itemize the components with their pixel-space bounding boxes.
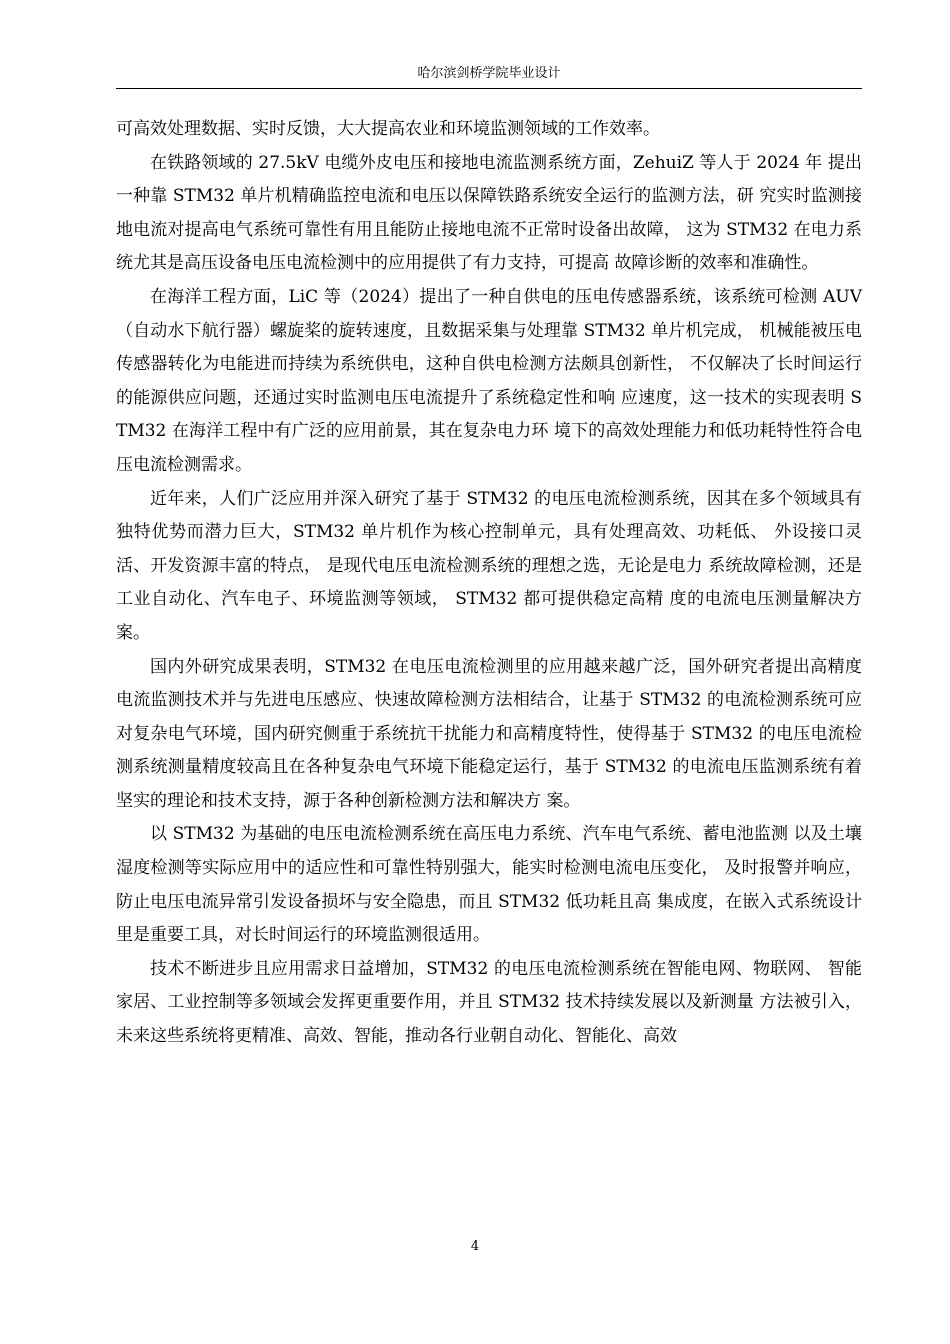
header-divider: [116, 88, 862, 89]
paragraph-domestic-foreign: 国内外研究成果表明，STM32 在电压电流检测里的应用越来越广泛，国外研究者提出高精度电流监测技术并与先进电压感应、快速故障检测方法相结合，让基于 STM32 的电流检测系统可应对复杂电气环境，国内研究侧重于系统抗干扰能力和高精度特性，使得基于 STM32 的电压电流检测系统测量精度较高且在各种复杂电气环境下能稳定运行，基于 STM32 的电流电压监测系统有着坚实的理论和技术支持，源于各种创新检测方法和解决方 案。: [116, 656, 862, 811]
paragraph-future-outlook: 技术不断进步且应用需求日益增加，STM32 的电压电流检测系统在智能电网、物联网、 智能家居、工业控制等多领域会发挥更重要作用，并且 STM32 技术持续发展以及新测量 方法被引入，未来这些系统将更精准、高效、智能，推动各行业朝自动化、智能化、高效: [116, 958, 862, 1047]
page-header-title: 哈尔滨剑桥学院毕业设计: [417, 66, 561, 81]
paragraph-applications: 以 STM32 为基础的电压电流检测系统在高压电力系统、汽车电气系统、蓄电池监测 以及土壤湿度检测等实际应用中的适应性和可靠性特别强大，能实时检测电流电压变化， 及时报警并响应，防止电压电流异常引发设备损坏与安全隐患，而且 STM32 低功耗且高 集成度，在嵌入式系统设计里是重要工具，对长时间运行的环境监测很适用。: [116, 824, 862, 946]
paragraph-continuation: 可高效处理数据、实时反馈，大大提高农业和环境监测领域的工作效率。: [116, 119, 660, 139]
paragraph-recent-research: 近年来，人们广泛应用并深入研究了基于 STM32 的电压电流检测系统，因其在多个领域具有独特优势而潜力巨大，STM32 单片机作为核心控制单元，具有处理高效、功耗低、 外设接口灵活、开发资源丰富的特点， 是现代电压电流检测系统的理想之选，无论是电力 系统故障检测，还是工业自动化、汽车电子、环境监测等领域， STM32 都可提供稳定高精 度的电流电压测量解决方案。: [116, 488, 862, 643]
paragraph-railway: 在铁路领域的 27.5kV 电缆外皮电压和接地电流监测系统方面，ZehuiZ 等人于 2024 年 提出一种靠 STM32 单片机精确监控电流和电压以保障铁路系统安全运行的监测方法，研 究实时监测接地电流对提高电气系统可靠性有用且能防止接地电流不正常时设备出故障， 这为 STM32 在电力系统尤其是高压设备电压电流检测中的应用提供了有力支持，可提高 故障诊断的效率和准确性。: [116, 152, 862, 274]
paragraph-ocean-engineering: 在海洋工程方面，LiC 等（2024）提出了一种自供电的压电传感器系统，该系统可检测 AUV（自动水下航行器）螺旋桨的旋转速度，且数据采集与处理靠 STM32 单片机完成， 机械能被压电传感器转化为电能进而持续为系统供电，这种自供电检测方法颇具创新性， 不仅解决了长时间运行的能源供应问题，还通过实时监测电压电流提升了系统稳定性和响 应速度，这一技术的实现表明 STM32 在海洋工程中有广泛的应用前景，其在复杂电力环 境下的高效处理能力和低功耗特性符合电压电流检测需求。: [116, 286, 862, 475]
body-text: [116, 113, 862, 1054]
page-number: 4: [470, 1239, 480, 1254]
